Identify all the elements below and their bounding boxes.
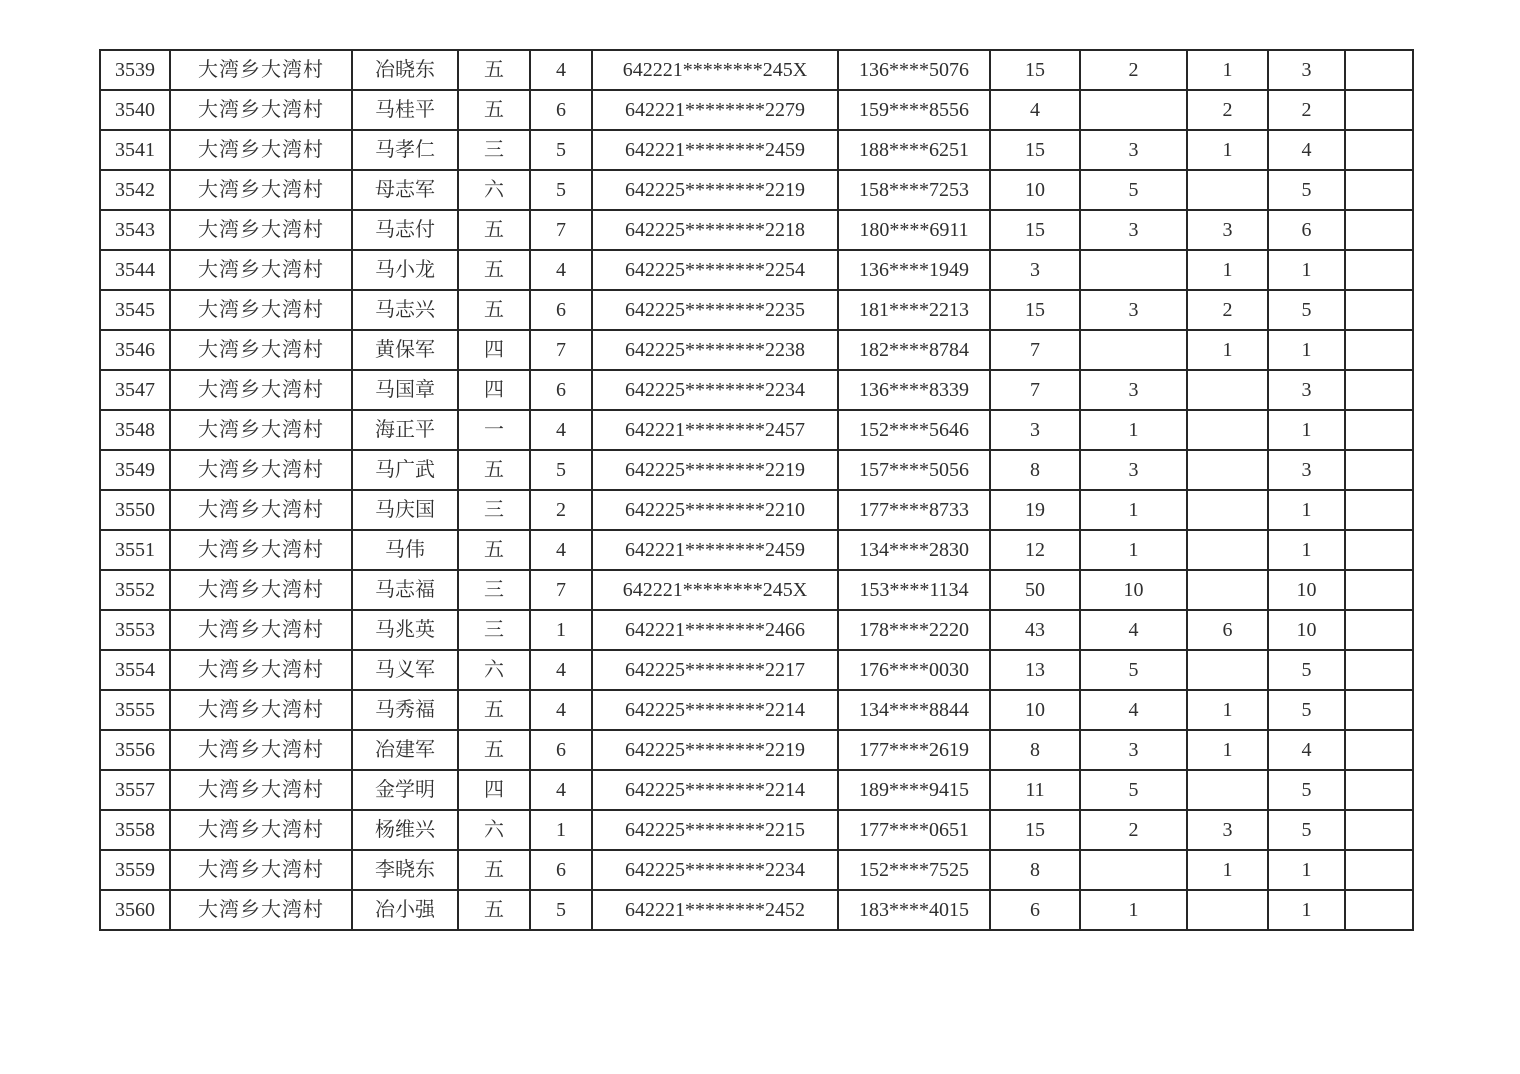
cell-village-group: 六 [458, 170, 530, 210]
cell-village-group: 五 [458, 90, 530, 130]
cell-remark [1345, 650, 1413, 690]
cell-stat-2: 3 [1080, 290, 1187, 330]
cell-stat-1: 43 [990, 610, 1080, 650]
cell-count: 4 [530, 690, 592, 730]
cell-person-name: 马秀福 [352, 690, 458, 730]
cell-stat-3 [1187, 770, 1268, 810]
cell-masked-id-number: 642225********2234 [592, 850, 838, 890]
cell-stat-3: 1 [1187, 330, 1268, 370]
cell-remark [1345, 610, 1413, 650]
cell-stat-1: 15 [990, 130, 1080, 170]
cell-sequence-number: 3547 [100, 370, 170, 410]
cell-person-name: 马小龙 [352, 250, 458, 290]
cell-masked-phone: 134****8844 [838, 690, 990, 730]
cell-masked-phone: 136****1949 [838, 250, 990, 290]
cell-sequence-number: 3540 [100, 90, 170, 130]
cell-township-village: 大湾乡大湾村 [170, 330, 352, 370]
cell-count: 6 [530, 850, 592, 890]
cell-stat-2 [1080, 330, 1187, 370]
table-row [100, 570, 1413, 610]
cell-village-group: 四 [458, 370, 530, 410]
cell-sequence-number: 3556 [100, 730, 170, 770]
cell-stat-1: 3 [990, 410, 1080, 450]
cell-count: 5 [530, 130, 592, 170]
cell-count: 5 [530, 450, 592, 490]
cell-sequence-number: 3560 [100, 890, 170, 930]
cell-sequence-number: 3555 [100, 690, 170, 730]
cell-stat-1: 12 [990, 530, 1080, 570]
cell-masked-id-number: 642225********2238 [592, 330, 838, 370]
cell-township-village: 大湾乡大湾村 [170, 490, 352, 530]
cell-stat-4: 1 [1268, 530, 1345, 570]
cell-count: 5 [530, 890, 592, 930]
cell-stat-4: 1 [1268, 250, 1345, 290]
cell-person-name: 马广武 [352, 450, 458, 490]
cell-township-village: 大湾乡大湾村 [170, 170, 352, 210]
cell-stat-1: 4 [990, 90, 1080, 130]
cell-remark [1345, 890, 1413, 930]
cell-sequence-number: 3542 [100, 170, 170, 210]
cell-masked-id-number: 642225********2234 [592, 370, 838, 410]
cell-stat-1: 3 [990, 250, 1080, 290]
cell-count: 4 [530, 530, 592, 570]
cell-masked-id-number: 642225********2219 [592, 730, 838, 770]
table-row [100, 330, 1413, 370]
cell-village-group: 一 [458, 410, 530, 450]
cell-stat-2: 3 [1080, 370, 1187, 410]
cell-stat-1: 10 [990, 690, 1080, 730]
cell-township-village: 大湾乡大湾村 [170, 290, 352, 330]
cell-remark [1345, 410, 1413, 450]
cell-stat-2: 10 [1080, 570, 1187, 610]
table-row [100, 770, 1413, 810]
cell-village-group: 五 [458, 50, 530, 90]
cell-township-village: 大湾乡大湾村 [170, 50, 352, 90]
roster-table [99, 49, 1414, 931]
cell-remark [1345, 330, 1413, 370]
cell-township-village: 大湾乡大湾村 [170, 450, 352, 490]
cell-stat-1: 19 [990, 490, 1080, 530]
cell-stat-4: 1 [1268, 890, 1345, 930]
cell-person-name: 马志付 [352, 210, 458, 250]
table-body [100, 50, 1413, 930]
cell-count: 4 [530, 410, 592, 450]
cell-stat-2: 3 [1080, 450, 1187, 490]
cell-masked-id-number: 642225********2219 [592, 170, 838, 210]
cell-stat-4: 1 [1268, 490, 1345, 530]
cell-stat-3: 1 [1187, 130, 1268, 170]
cell-remark [1345, 690, 1413, 730]
cell-sequence-number: 3551 [100, 530, 170, 570]
cell-masked-phone: 182****8784 [838, 330, 990, 370]
cell-masked-id-number: 642221********2279 [592, 90, 838, 130]
cell-person-name: 海正平 [352, 410, 458, 450]
table-row [100, 290, 1413, 330]
cell-stat-1: 50 [990, 570, 1080, 610]
cell-stat-3 [1187, 370, 1268, 410]
cell-stat-1: 8 [990, 450, 1080, 490]
cell-count: 7 [530, 570, 592, 610]
cell-person-name: 马孝仁 [352, 130, 458, 170]
cell-stat-2: 2 [1080, 810, 1187, 850]
cell-sequence-number: 3543 [100, 210, 170, 250]
cell-sequence-number: 3545 [100, 290, 170, 330]
cell-masked-phone: 177****0651 [838, 810, 990, 850]
cell-stat-4: 10 [1268, 570, 1345, 610]
cell-stat-2: 3 [1080, 210, 1187, 250]
cell-stat-4: 1 [1268, 850, 1345, 890]
cell-person-name: 黄保军 [352, 330, 458, 370]
cell-count: 5 [530, 170, 592, 210]
cell-masked-phone: 152****5646 [838, 410, 990, 450]
cell-stat-3 [1187, 530, 1268, 570]
cell-masked-id-number: 642221********2457 [592, 410, 838, 450]
cell-stat-3 [1187, 650, 1268, 690]
cell-person-name: 马志兴 [352, 290, 458, 330]
cell-stat-3 [1187, 170, 1268, 210]
cell-township-village: 大湾乡大湾村 [170, 730, 352, 770]
cell-remark [1345, 210, 1413, 250]
cell-masked-id-number: 642225********2217 [592, 650, 838, 690]
cell-masked-phone: 189****9415 [838, 770, 990, 810]
table-row [100, 530, 1413, 570]
cell-person-name: 杨维兴 [352, 810, 458, 850]
cell-remark [1345, 290, 1413, 330]
cell-township-village: 大湾乡大湾村 [170, 370, 352, 410]
cell-stat-3: 1 [1187, 50, 1268, 90]
cell-masked-phone: 153****1134 [838, 570, 990, 610]
cell-count: 6 [530, 90, 592, 130]
cell-masked-phone: 180****6911 [838, 210, 990, 250]
cell-person-name: 李晓东 [352, 850, 458, 890]
cell-count: 4 [530, 250, 592, 290]
cell-stat-4: 4 [1268, 130, 1345, 170]
cell-remark [1345, 370, 1413, 410]
cell-remark [1345, 130, 1413, 170]
cell-stat-2: 1 [1080, 890, 1187, 930]
cell-village-group: 五 [458, 730, 530, 770]
cell-person-name: 冶小强 [352, 890, 458, 930]
cell-township-village: 大湾乡大湾村 [170, 530, 352, 570]
cell-remark [1345, 170, 1413, 210]
cell-masked-id-number: 642225********2214 [592, 690, 838, 730]
cell-stat-2: 5 [1080, 650, 1187, 690]
cell-stat-2: 4 [1080, 610, 1187, 650]
cell-masked-phone: 157****5056 [838, 450, 990, 490]
cell-stat-4: 5 [1268, 170, 1345, 210]
cell-stat-1: 15 [990, 210, 1080, 250]
cell-stat-3: 2 [1187, 90, 1268, 130]
cell-sequence-number: 3554 [100, 650, 170, 690]
cell-masked-phone: 152****7525 [838, 850, 990, 890]
cell-stat-3 [1187, 890, 1268, 930]
cell-sequence-number: 3559 [100, 850, 170, 890]
cell-stat-4: 5 [1268, 290, 1345, 330]
cell-stat-2: 1 [1080, 410, 1187, 450]
cell-stat-2 [1080, 90, 1187, 130]
cell-stat-3 [1187, 450, 1268, 490]
cell-masked-id-number: 642221********245X [592, 570, 838, 610]
table-row [100, 650, 1413, 690]
cell-masked-id-number: 642225********2214 [592, 770, 838, 810]
cell-remark [1345, 570, 1413, 610]
cell-stat-1: 7 [990, 330, 1080, 370]
cell-village-group: 三 [458, 490, 530, 530]
cell-stat-2: 1 [1080, 530, 1187, 570]
cell-person-name: 马桂平 [352, 90, 458, 130]
cell-stat-1: 13 [990, 650, 1080, 690]
cell-township-village: 大湾乡大湾村 [170, 890, 352, 930]
table-row [100, 210, 1413, 250]
cell-stat-1: 7 [990, 370, 1080, 410]
cell-remark [1345, 770, 1413, 810]
cell-stat-4: 5 [1268, 690, 1345, 730]
cell-stat-2: 1 [1080, 490, 1187, 530]
cell-stat-4: 6 [1268, 210, 1345, 250]
cell-stat-3: 1 [1187, 690, 1268, 730]
cell-count: 6 [530, 730, 592, 770]
cell-stat-4: 5 [1268, 650, 1345, 690]
cell-sequence-number: 3539 [100, 50, 170, 90]
cell-masked-phone: 188****6251 [838, 130, 990, 170]
table-row [100, 610, 1413, 650]
cell-township-village: 大湾乡大湾村 [170, 770, 352, 810]
cell-masked-phone: 136****5076 [838, 50, 990, 90]
cell-person-name: 马庆国 [352, 490, 458, 530]
table-row [100, 90, 1413, 130]
cell-count: 1 [530, 610, 592, 650]
table-row [100, 410, 1413, 450]
cell-stat-1: 15 [990, 810, 1080, 850]
cell-stat-2: 5 [1080, 770, 1187, 810]
cell-sequence-number: 3544 [100, 250, 170, 290]
cell-stat-3: 2 [1187, 290, 1268, 330]
cell-township-village: 大湾乡大湾村 [170, 810, 352, 850]
cell-masked-id-number: 642221********2466 [592, 610, 838, 650]
cell-township-village: 大湾乡大湾村 [170, 650, 352, 690]
cell-stat-1: 15 [990, 50, 1080, 90]
cell-stat-1: 8 [990, 850, 1080, 890]
cell-stat-4: 5 [1268, 810, 1345, 850]
cell-sequence-number: 3553 [100, 610, 170, 650]
cell-stat-4: 3 [1268, 450, 1345, 490]
cell-person-name: 马国章 [352, 370, 458, 410]
cell-masked-phone: 177****2619 [838, 730, 990, 770]
cell-village-group: 三 [458, 610, 530, 650]
cell-count: 2 [530, 490, 592, 530]
cell-township-village: 大湾乡大湾村 [170, 850, 352, 890]
cell-person-name: 马义军 [352, 650, 458, 690]
cell-sequence-number: 3541 [100, 130, 170, 170]
cell-village-group: 五 [458, 450, 530, 490]
table-row [100, 690, 1413, 730]
cell-masked-id-number: 642221********245X [592, 50, 838, 90]
cell-township-village: 大湾乡大湾村 [170, 610, 352, 650]
cell-person-name: 金学明 [352, 770, 458, 810]
cell-stat-1: 11 [990, 770, 1080, 810]
cell-stat-1: 10 [990, 170, 1080, 210]
cell-township-village: 大湾乡大湾村 [170, 690, 352, 730]
cell-village-group: 五 [458, 210, 530, 250]
cell-stat-3: 1 [1187, 250, 1268, 290]
cell-masked-phone: 176****0030 [838, 650, 990, 690]
cell-stat-2: 3 [1080, 730, 1187, 770]
cell-remark [1345, 530, 1413, 570]
cell-village-group: 五 [458, 290, 530, 330]
cell-masked-phone: 178****2220 [838, 610, 990, 650]
cell-village-group: 五 [458, 850, 530, 890]
table-row [100, 250, 1413, 290]
cell-village-group: 五 [458, 890, 530, 930]
cell-stat-4: 1 [1268, 330, 1345, 370]
cell-stat-2: 4 [1080, 690, 1187, 730]
cell-sequence-number: 3550 [100, 490, 170, 530]
table-row [100, 490, 1413, 530]
cell-stat-4: 2 [1268, 90, 1345, 130]
cell-count: 4 [530, 770, 592, 810]
cell-masked-id-number: 642221********2459 [592, 130, 838, 170]
cell-stat-3: 6 [1187, 610, 1268, 650]
cell-stat-2 [1080, 250, 1187, 290]
cell-count: 4 [530, 50, 592, 90]
cell-masked-phone: 134****2830 [838, 530, 990, 570]
table-row [100, 170, 1413, 210]
cell-masked-phone: 183****4015 [838, 890, 990, 930]
cell-stat-2 [1080, 850, 1187, 890]
table-row [100, 850, 1413, 890]
table-row [100, 370, 1413, 410]
table-row [100, 130, 1413, 170]
cell-township-village: 大湾乡大湾村 [170, 130, 352, 170]
cell-sequence-number: 3546 [100, 330, 170, 370]
cell-township-village: 大湾乡大湾村 [170, 250, 352, 290]
cell-village-group: 六 [458, 650, 530, 690]
cell-sequence-number: 3552 [100, 570, 170, 610]
cell-township-village: 大湾乡大湾村 [170, 210, 352, 250]
cell-masked-phone: 177****8733 [838, 490, 990, 530]
cell-sequence-number: 3557 [100, 770, 170, 810]
cell-village-group: 六 [458, 810, 530, 850]
cell-person-name: 冶晓东 [352, 50, 458, 90]
cell-stat-3 [1187, 570, 1268, 610]
cell-count: 7 [530, 210, 592, 250]
cell-masked-id-number: 642225********2215 [592, 810, 838, 850]
cell-stat-3: 3 [1187, 210, 1268, 250]
cell-village-group: 四 [458, 770, 530, 810]
cell-stat-4: 10 [1268, 610, 1345, 650]
cell-village-group: 五 [458, 250, 530, 290]
cell-village-group: 五 [458, 530, 530, 570]
cell-township-village: 大湾乡大湾村 [170, 570, 352, 610]
cell-village-group: 五 [458, 690, 530, 730]
cell-count: 7 [530, 330, 592, 370]
cell-remark [1345, 810, 1413, 850]
cell-count: 6 [530, 370, 592, 410]
cell-masked-id-number: 642225********2219 [592, 450, 838, 490]
cell-stat-2: 2 [1080, 50, 1187, 90]
cell-remark [1345, 850, 1413, 890]
cell-village-group: 三 [458, 130, 530, 170]
cell-masked-id-number: 642225********2218 [592, 210, 838, 250]
cell-sequence-number: 3548 [100, 410, 170, 450]
table-row [100, 890, 1413, 930]
cell-person-name: 马兆英 [352, 610, 458, 650]
cell-person-name: 马志福 [352, 570, 458, 610]
cell-masked-id-number: 642225********2210 [592, 490, 838, 530]
cell-stat-4: 5 [1268, 770, 1345, 810]
cell-village-group: 四 [458, 330, 530, 370]
cell-count: 6 [530, 290, 592, 330]
cell-masked-id-number: 642225********2254 [592, 250, 838, 290]
cell-count: 4 [530, 650, 592, 690]
cell-stat-3: 1 [1187, 730, 1268, 770]
cell-stat-1: 15 [990, 290, 1080, 330]
cell-village-group: 三 [458, 570, 530, 610]
cell-masked-phone: 158****7253 [838, 170, 990, 210]
cell-remark [1345, 730, 1413, 770]
cell-township-village: 大湾乡大湾村 [170, 410, 352, 450]
cell-stat-3: 3 [1187, 810, 1268, 850]
cell-stat-4: 1 [1268, 410, 1345, 450]
cell-stat-3 [1187, 410, 1268, 450]
cell-stat-2: 3 [1080, 130, 1187, 170]
cell-masked-id-number: 642221********2452 [592, 890, 838, 930]
cell-person-name: 冶建军 [352, 730, 458, 770]
cell-masked-phone: 159****8556 [838, 90, 990, 130]
cell-stat-3 [1187, 490, 1268, 530]
cell-stat-3: 1 [1187, 850, 1268, 890]
cell-sequence-number: 3558 [100, 810, 170, 850]
cell-person-name: 母志军 [352, 170, 458, 210]
cell-masked-phone: 136****8339 [838, 370, 990, 410]
table-row [100, 50, 1413, 90]
cell-masked-id-number: 642225********2235 [592, 290, 838, 330]
cell-stat-2: 5 [1080, 170, 1187, 210]
cell-remark [1345, 450, 1413, 490]
table-row [100, 810, 1413, 850]
cell-stat-1: 8 [990, 730, 1080, 770]
cell-remark [1345, 50, 1413, 90]
cell-count: 1 [530, 810, 592, 850]
cell-stat-4: 3 [1268, 370, 1345, 410]
table-row [100, 730, 1413, 770]
cell-township-village: 大湾乡大湾村 [170, 90, 352, 130]
cell-masked-id-number: 642221********2459 [592, 530, 838, 570]
cell-remark [1345, 250, 1413, 290]
cell-masked-phone: 181****2213 [838, 290, 990, 330]
cell-remark [1345, 490, 1413, 530]
cell-sequence-number: 3549 [100, 450, 170, 490]
cell-person-name: 马伟 [352, 530, 458, 570]
cell-stat-4: 4 [1268, 730, 1345, 770]
cell-stat-4: 3 [1268, 50, 1345, 90]
table-row [100, 450, 1413, 490]
cell-stat-1: 6 [990, 890, 1080, 930]
cell-remark [1345, 90, 1413, 130]
